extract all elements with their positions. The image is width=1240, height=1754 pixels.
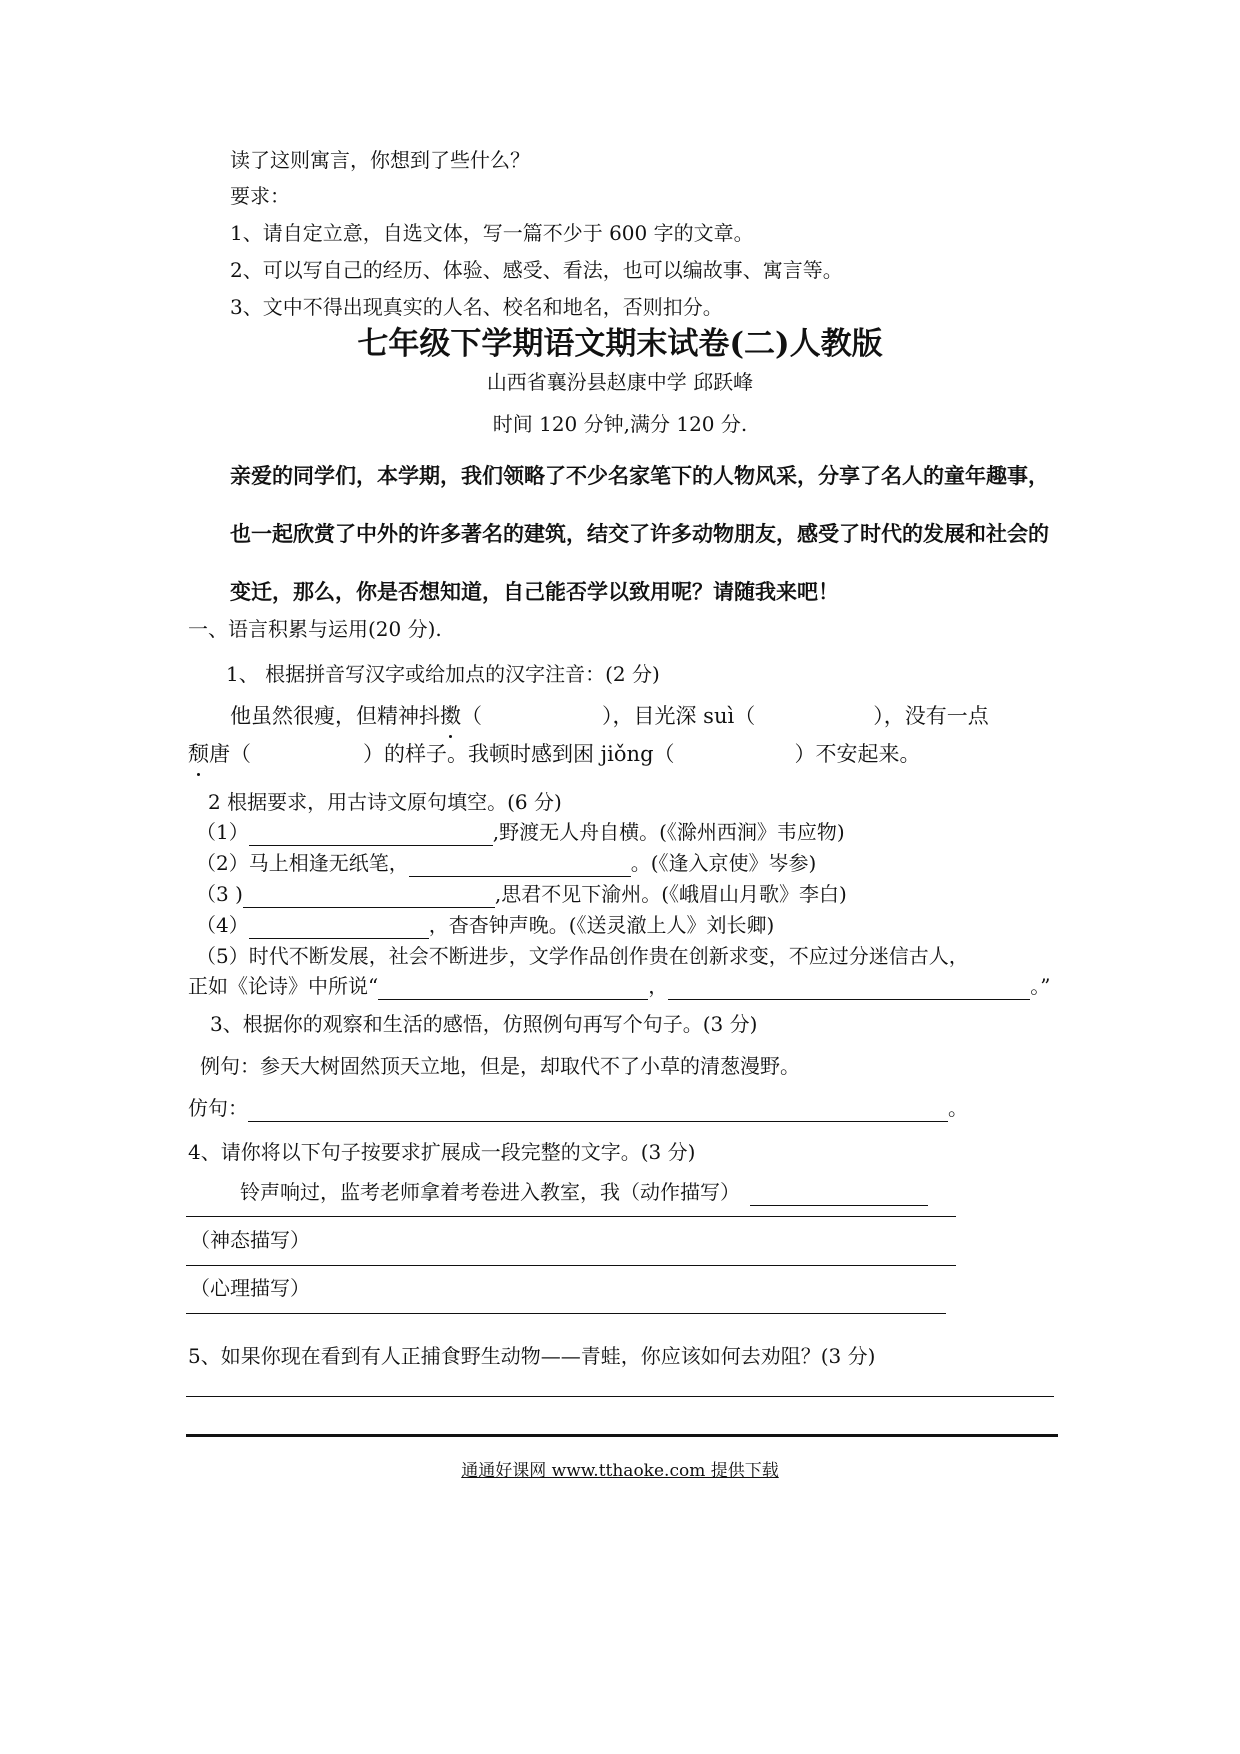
preface-line-2: 也一起欣赏了中外的许多著名的建筑，结交了许多动物朋友，感受了时代的发展和社会的 [230, 522, 1049, 546]
q1-line1-paren-open: （ [461, 704, 482, 728]
item-text: 。” [1030, 974, 1051, 998]
q4-xinli: （心理描写） [190, 1276, 310, 1300]
q4-shentai: （神态描写） [190, 1228, 310, 1252]
item-number: （3 ) [196, 882, 243, 906]
q1-title: 1、 根据拼音写汉字或给加点的汉字注音：(2 分) [226, 662, 660, 686]
item-text: ,思君不见下渝州。(《峨眉山月歌》李白) [494, 882, 847, 906]
imitate-label: 仿句： [188, 1096, 248, 1120]
item-text: 正如《论诗》中所说“ [188, 974, 379, 998]
q1-line1-text: 他虽然很瘦，但精神抖 [230, 704, 440, 728]
q1-line-1 [230, 702, 989, 730]
q3-example: 例句：参天大树固然顶天立地，但是，却取代不了小草的清葱漫野。 [200, 1054, 800, 1078]
answer-blank[interactable] [249, 916, 429, 939]
q2-item-4 [196, 911, 774, 939]
answer-blank[interactable] [243, 885, 495, 908]
q2-item-5-line-2 [188, 972, 1050, 1000]
requirement-3: 3、文中不得出现真实的人名、校名和地名，否则扣分。 [230, 295, 723, 319]
section-1-title: 一、语言积累与运用(20 分). [188, 617, 442, 641]
q3-title: 3、根据你的观察和生活的感悟，仿照例句再写个句子。(3 分) [210, 1012, 758, 1036]
answer-blank[interactable] [409, 854, 631, 877]
q2-item-2 [196, 849, 816, 877]
q2-item-1 [196, 818, 845, 846]
q5-title: 5、如果你现在看到有人正捕食野生动物——青蛙，你应该如何去劝阻？(3 分) [188, 1344, 876, 1368]
answer-blank[interactable] [248, 1099, 948, 1122]
dotted-char: 擞 [440, 704, 461, 728]
item-text: ， [648, 974, 669, 998]
q1-line1-mid: ），目光深 suì（ [602, 704, 756, 728]
q2-item-5-line-1: （5）时代不断发展，社会不断进步，文学作品创作贵在创新求变，不应过分迷信古人， [196, 944, 969, 968]
q1-line-2 [188, 740, 921, 768]
answer-line[interactable] [186, 1265, 956, 1266]
item-number: （4） [196, 913, 249, 937]
footer-credit[interactable]: 通通好课网 www.tthaoke.com 提供下载 [461, 1461, 779, 1481]
item-text: ，杳杳钟声晚。(《送灵澈上人》刘长卿) [428, 913, 775, 937]
answer-blank[interactable] [378, 977, 648, 1000]
q4-title: 4、请你将以下句子按要求扩展成一段完整的文字。(3 分) [188, 1140, 696, 1164]
requirements-title: 要求： [230, 184, 290, 208]
answer-blank[interactable] [249, 823, 493, 846]
q4-line [240, 1178, 928, 1206]
requirement-2: 2、可以写自己的经历、体验、感受、看法，也可以编故事、寓言等。 [230, 258, 843, 282]
time-line: 时间 120 分钟,满分 120 分. [492, 412, 748, 436]
preface-line-3: 变迁，那么，你是否想知道，自己能否学以致用呢？请随我来吧！ [230, 580, 839, 604]
answer-line[interactable] [186, 1313, 946, 1314]
essay-prompt: 读了这则寓言，你想到了些什么？ [230, 148, 530, 172]
item-number: （1） [196, 820, 249, 844]
q3-imitate [188, 1094, 968, 1122]
item-text: ,野渡无人舟自横。(《滁州西涧》韦应物) [492, 820, 845, 844]
answer-line[interactable] [186, 1216, 956, 1217]
item-text: （2）马上相逢无纸笔， [196, 851, 409, 875]
page-bottom-rule [186, 1434, 1058, 1437]
q1-line1-end: ），没有一点 [873, 704, 989, 728]
preface-line-1: 亲爱的同学们，本学期，我们领略了不少名家笔下的人物风采，分享了名人的童年趣事， [230, 464, 1049, 488]
answer-blank[interactable] [668, 977, 1030, 1000]
q1-line2-mid: ）的样子。我顿时感到困 jiǒng（ [363, 742, 675, 766]
answer-line[interactable] [186, 1396, 1054, 1397]
exam-title: 七年级下学期语文期末试卷(二)人教版 [357, 326, 883, 362]
q2-item-3 [196, 880, 847, 908]
answer-blank[interactable] [750, 1183, 928, 1206]
q2-title: 2 根据要求，用古诗文原句填空。(6 分) [208, 790, 562, 814]
item-text: 铃声响过，监考老师拿着考卷进入教室，我（动作描写） [240, 1180, 740, 1204]
item-text: 。 [948, 1096, 968, 1120]
dotted-char: 颓 [188, 742, 209, 766]
author-line: 山西省襄汾县赵康中学 邱跃峰 [486, 370, 754, 394]
q1-line2-text: 唐（ [209, 742, 251, 766]
item-text: 。(《逢入京使》岑参) [630, 851, 817, 875]
requirement-1: 1、请自定立意，自选文体，写一篇不少于 600 字的文章。 [230, 221, 754, 245]
q1-line2-end: ）不安起来。 [794, 742, 921, 766]
